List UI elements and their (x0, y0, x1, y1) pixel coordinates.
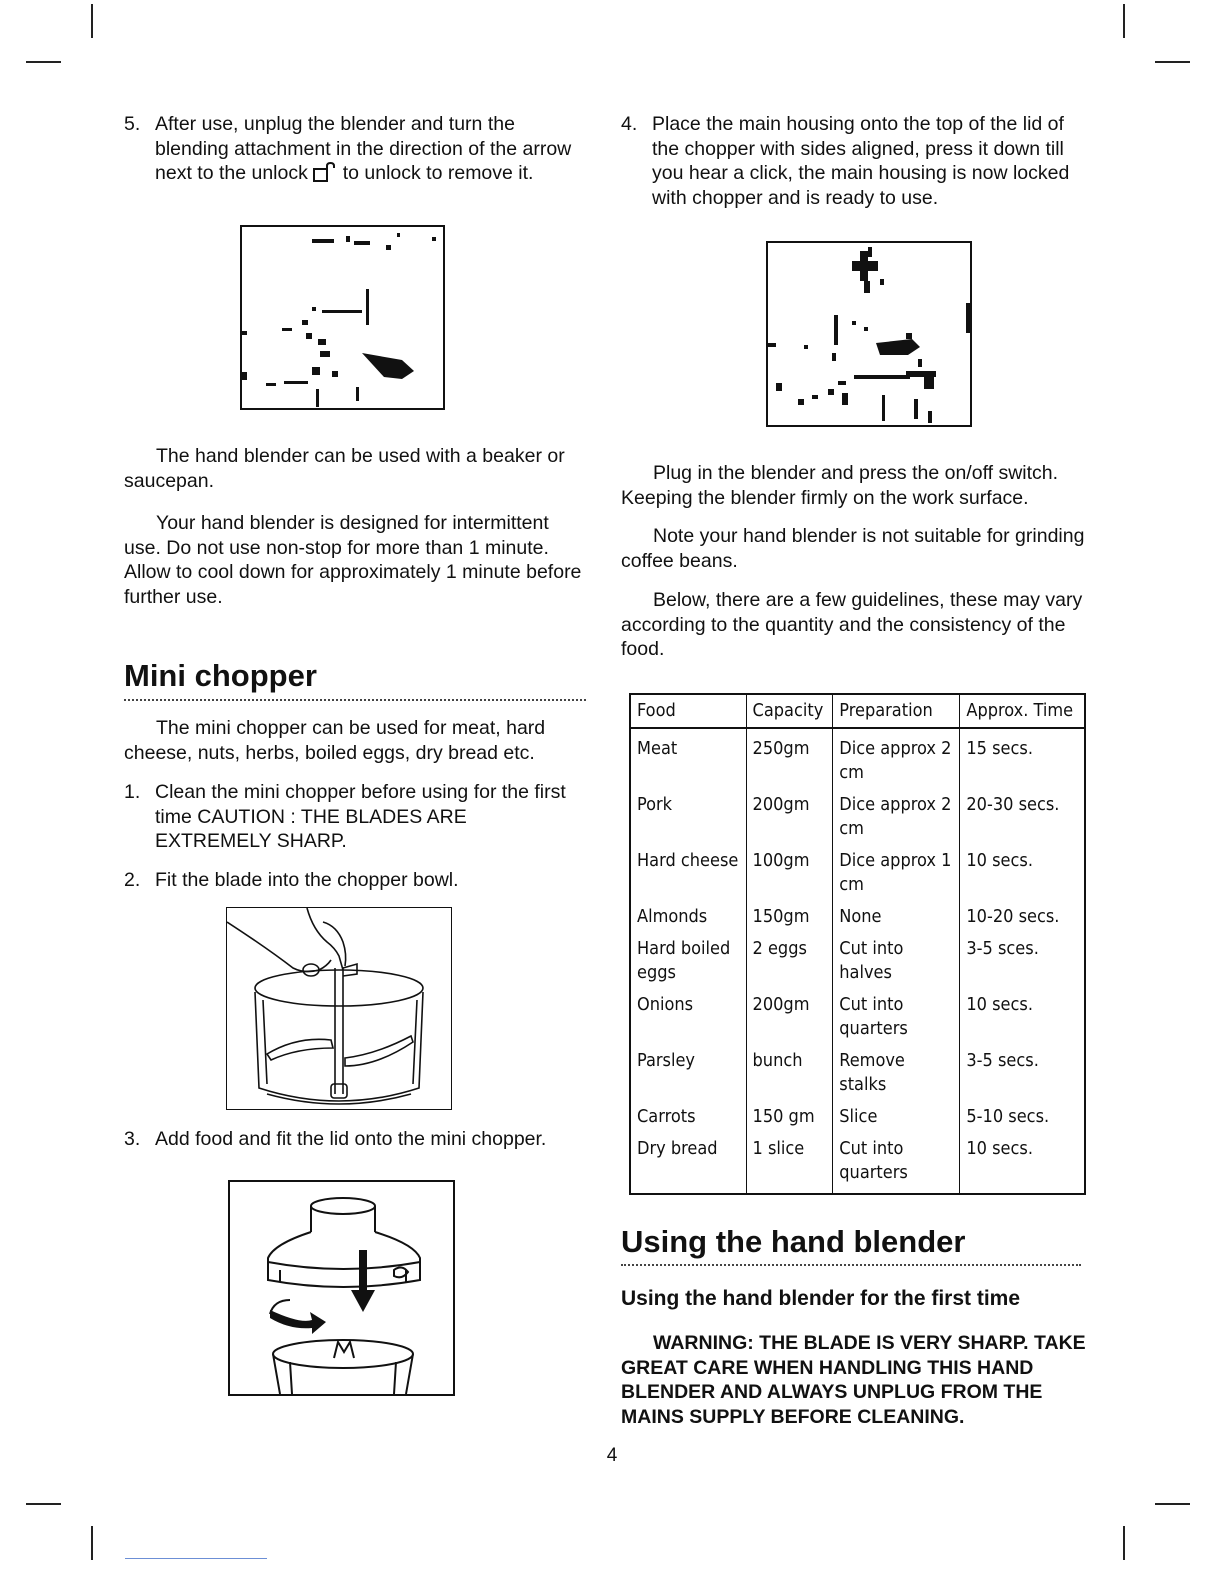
table-cell: None (833, 905, 960, 937)
table-header: Food (630, 694, 746, 728)
table-header: Capacity (746, 694, 833, 728)
table-row (630, 728, 1085, 793)
table-row (630, 1049, 1085, 1105)
table-cell: 20-30 secs. (960, 793, 1085, 849)
crop-mark (26, 61, 61, 63)
table-cell: Cut into halves (833, 937, 960, 993)
crop-mark (91, 1526, 93, 1560)
using-hand-blender-heading: Using the hand blender (621, 1224, 966, 1259)
table-cell: Dice approx 1 cm (833, 849, 960, 905)
step-2 (124, 868, 584, 893)
table-cell: Cut into quarters (833, 1137, 960, 1194)
table-cell: 10 secs. (960, 1137, 1085, 1194)
table-cell: Carrots (630, 1105, 746, 1137)
table-header: Approx. Time (960, 694, 1085, 728)
table-cell: 3-5 sces. (960, 937, 1085, 993)
guidelines-paragraph: Below, there are a few guidelines, these may vary according to the quantity and the consistency of the food. (621, 589, 1083, 660)
step-3 (124, 1127, 594, 1152)
crop-mark (26, 1503, 61, 1505)
using-hand-blender-subheading: Using the hand blender for the first time (621, 1287, 1021, 1310)
step-number: 1. (124, 781, 141, 803)
blue-rule (125, 1558, 267, 1559)
table-cell: Onions (630, 993, 746, 1049)
table-row (630, 937, 1085, 993)
table-cell: 150gm (746, 905, 833, 937)
table-row (630, 993, 1085, 1049)
table-cell: 1 slice (746, 1137, 833, 1194)
table-cell: 150 gm (746, 1105, 833, 1137)
table-cell: 10 secs. (960, 849, 1085, 905)
mini-chopper-intro: The mini chopper can be used for meat, hard cheese, nuts, herbs, boiled eggs, dry bread etc. (124, 717, 546, 764)
table-cell: 2 eggs (746, 937, 833, 993)
table-cell: 200gm (746, 993, 833, 1049)
heading-dotted-rule (621, 1264, 1081, 1266)
beaker-paragraph: The hand blender can be used with a beaker or saucepan. (124, 445, 565, 492)
step-number: 5. (124, 113, 141, 135)
table-cell: Hard cheese (630, 849, 746, 905)
unlock-icon (313, 162, 337, 182)
table-cell: Dice approx 2 cm (833, 728, 960, 793)
table-cell: 10-20 secs. (960, 905, 1085, 937)
table-cell: Slice (833, 1105, 960, 1137)
table-row (630, 849, 1085, 905)
crop-mark (1123, 1526, 1125, 1560)
page-number: 4 (606, 1445, 618, 1466)
table-cell: 15 secs. (960, 728, 1085, 793)
table-cell: 100gm (746, 849, 833, 905)
step-number: 3. (124, 1128, 141, 1150)
step-text: Fit the blade into the chopper bowl. (155, 869, 459, 891)
step-text: Place the main housing onto the top of the lid of the chopper with sides aligned, press it down till you hear a click, the main housing is now locked with chopper and is ready to use. (652, 113, 1070, 209)
figure-fit-blade (226, 907, 452, 1110)
figure-fit-lid (228, 1180, 455, 1396)
figure-attach-main-housing (766, 241, 972, 427)
table-cell: 3-5 secs. (960, 1049, 1085, 1105)
table-cell: Meat (630, 728, 746, 793)
crop-mark (91, 4, 93, 38)
table-cell: Parsley (630, 1049, 746, 1105)
crop-mark (1123, 4, 1125, 38)
table-cell: Dice approx 2 cm (833, 793, 960, 849)
step-text: Add food and fit the lid onto the mini chopper. (155, 1128, 547, 1150)
table-cell: Hard boiled eggs (630, 937, 746, 993)
table-cell: Remove stalks (833, 1049, 960, 1105)
step-number: 2. (124, 869, 141, 891)
table-row (630, 1105, 1085, 1137)
crop-mark (1155, 61, 1190, 63)
table-cell: 10 secs. (960, 993, 1085, 1049)
intermittent-paragraph: Your hand blender is designed for intermittent use. Do not use non-stop for more than 1 minute. Allow to cool down for approximately 1 minute before further use. (124, 512, 582, 608)
table-cell: Pork (630, 793, 746, 849)
step-1 (124, 780, 584, 854)
table-cell: 200gm (746, 793, 833, 849)
heading-dotted-rule (124, 699, 586, 701)
table-cell: Dry bread (630, 1137, 746, 1194)
table-header-row (630, 694, 1085, 728)
mini-chopper-heading: Mini chopper (124, 658, 317, 693)
crop-mark (1155, 1503, 1190, 1505)
step-4 (621, 112, 1091, 210)
table-cell: Cut into quarters (833, 993, 960, 1049)
figure-remove-blending-attachment (240, 225, 445, 410)
guidelines-table (629, 693, 1086, 1195)
step-text: After use, unplug the blender and turn the blending attachment in the direction of the arrow next to the unlock to unlock to remove it. (155, 113, 572, 184)
step-number: 4. (621, 113, 638, 135)
plug-paragraph: Plug in the blender and press the on/off switch. Keeping the blender firmly on the work surface. (621, 462, 1059, 509)
table-cell: Almonds (630, 905, 746, 937)
table-row (630, 793, 1085, 849)
table-row (630, 905, 1085, 937)
warning-text: WARNING: THE BLADE IS VERY SHARP. TAKE GREAT CARE WHEN HANDLING THIS HAND BLENDER AND ALWAYS UNPLUG FROM THE MAINS SUPPLY BEFORE CLEANING. (621, 1332, 1086, 1428)
table-row (630, 1137, 1085, 1194)
note-paragraph: Note your hand blender is not suitable for grinding coffee beans. (621, 525, 1085, 572)
table-header: Preparation (833, 694, 960, 728)
table-cell: 250gm (746, 728, 833, 793)
step-text: Clean the mini chopper before using for the first time CAUTION : THE BLADES ARE EXTREMELY SHARP. (155, 781, 566, 852)
step-5 (124, 112, 584, 186)
table-cell: 5-10 secs. (960, 1105, 1085, 1137)
table-cell: bunch (746, 1049, 833, 1105)
